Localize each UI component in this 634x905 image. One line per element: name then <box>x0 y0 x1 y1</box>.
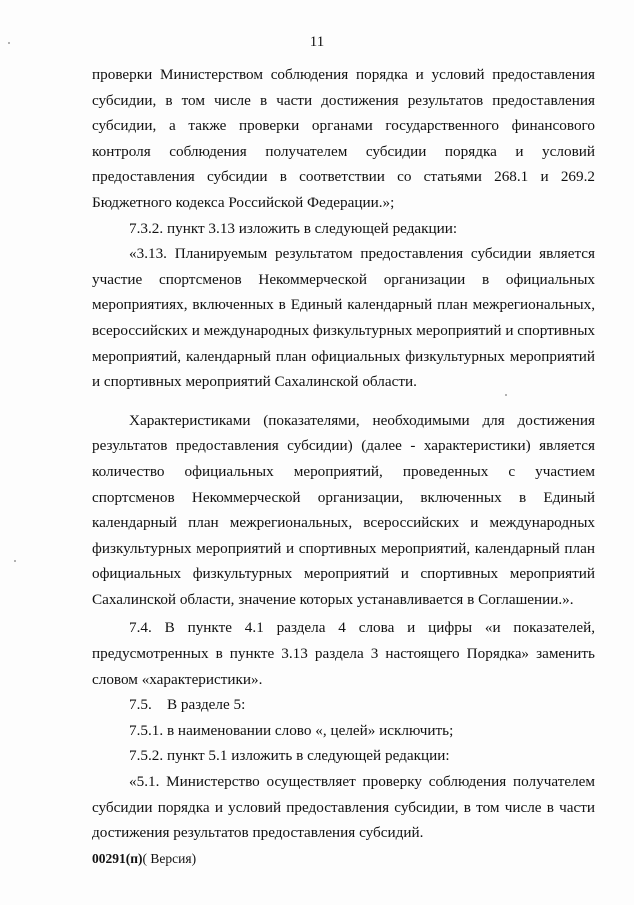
document-body <box>92 62 595 846</box>
scan-speck <box>14 560 16 562</box>
document-footer <box>92 851 196 867</box>
footer-version: ( Версия) <box>142 851 197 866</box>
scan-speck <box>505 394 507 396</box>
paragraph-characteristics: Характеристиками (показателями, необходимыми для достижения результатов предоставления субсидии) (далее - характеристики) является количество официальных мероприятий, проведенных с участием спортсменов Некоммерческой организации, включенных в Единый календарный план межрегиональных, всероссийских и международных физкультурных мероприятий и спортивных мероприятий, календарный план официальных физкультурных мероприятий и спортивных мероприятий Сахалинской области, значение которых устанавливается в Соглашении.». <box>92 411 595 608</box>
paragraph-7-3-2: 7.3.2. пункт 3.13 изложить в следующей редакции: <box>129 219 458 237</box>
paragraph-3-13: «3.13. Планируемым результатом предоставления субсидии является участие спортсменов Некоммерческой организации в официальных мероприятиях, включенных в Единый календарный план межрегиональных, всероссийских и международных физкультурных мероприятий и спортивных мероприятий, календарный план официальных физкультурных мероприятий и спортивных мероприятий Сахалинской области. <box>92 245 595 391</box>
paragraph-continuation: проверки Министерством соблюдения порядка и условий предоставления субсидии, в том числе в части достижения результатов предоставления субсидии, а также проверки органами государственного финансового контроля соблюдения получателем субсидии порядка и условий предоставления субсидии в соответствии со статьями 268.1 и 269.2 Бюджетного кодекса Российской Федерации.»; <box>92 66 595 211</box>
paragraph-7-5: 7.5. В разделе 5: <box>129 696 246 714</box>
scan-speck <box>8 42 10 44</box>
paragraph-7-5-2: 7.5.2. пункт 5.1 изложить в следующей редакции: <box>129 747 450 765</box>
paragraph-7-4: 7.4. В пункте 4.1 раздела 4 слова и цифры «и показателей, предусмотренных в пункте 3.13 раздела 3 настоящего Порядка» заменить словом «характеристики». <box>92 619 595 688</box>
page-number: 11 <box>309 34 325 50</box>
footer-code: 00291(п) <box>92 851 143 866</box>
paragraph-5-1: «5.1. Министерство осуществляет проверку соблюдения получателем субсидии порядка и условий предоставления субсидии, в том числе в части достижения результатов предоставления субсидий. <box>92 773 595 842</box>
paragraph-7-5-1: 7.5.1. в наименовании слово «, целей» исключить; <box>129 721 454 739</box>
